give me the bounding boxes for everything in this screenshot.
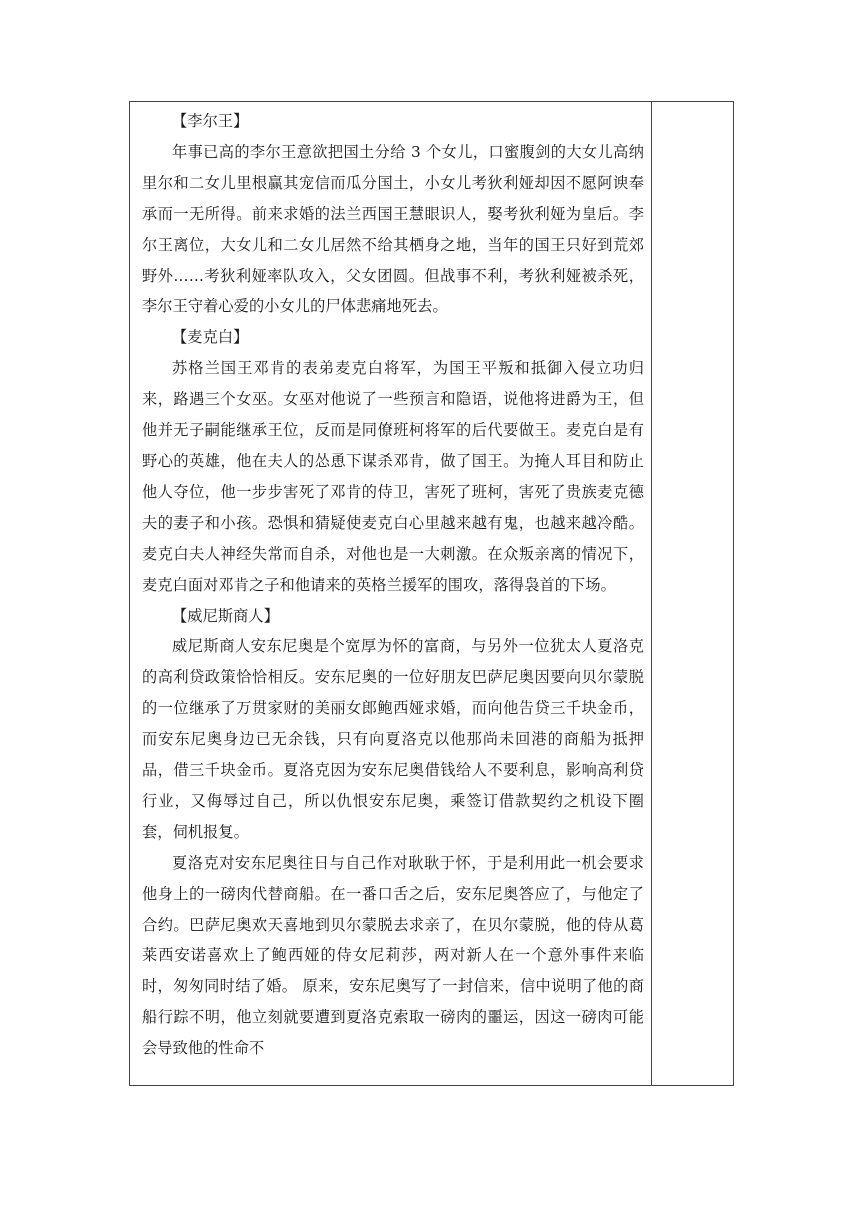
- paragraph-king-lear-summary: 年事已高的李尔王意欲把国土分给 3 个女儿，口蜜腹剑的大女儿高纳里尔和二女儿里根赢其宠信而瓜分国土，小女儿考狄利娅却因不愿阿谀奉承而一无所得。前来求婚的法兰西国王慧眼识人，娶考狄利娅为皇后。李尔王离位，大女儿和二女儿居然不给其栖身之地，当年的国王只好到荒郊野外……考狄利娅率队攻入，父女团圆。但战事不利，考狄利娅被杀死，李尔王守着心爱的小女儿的尸体悲痛地死去。: [142, 142, 644, 316]
- paragraph-merchant-summary-1: 威尼斯商人安东尼奥是个宽厚为怀的富商，与另外一位犹太人夏洛克的高利贷政策恰恰相反。安东尼奥的一位好朋友巴萨尼奥因要向贝尔蒙脱的一位继承了万贯家财的美丽女郎鲍西娅求婚，而向他告贷三千块金币，而安东尼奥身边已无余钱，只有向夏洛克以他那尚未回港的商船为抵押品，借三千块金币。夏洛克因为安东尼奥借钱给人不要利息，影响高利贷行业，又侮辱过自己，所以仇恨安东尼奥，乘签订借款契约之机设下圈套，伺机报复。: [142, 637, 644, 841]
- empty-side-cell: [652, 102, 734, 1085]
- section-heading-merchant-of-venice: 【威尼斯商人】: [172, 606, 280, 625]
- paragraph-macbeth-summary: 苏格兰国王邓肯的表弟麦克白将军，为国王平叛和抵御入侵立功归来，路遇三个女巫。女巫对他说了一些预言和隐语，说他将进爵为王，但他并无子嗣能继承王位，反而是同僚班柯将军的后代要做王。麦克白是有野心的英雄，他在夫人的怂恿下谋杀邓肯，做了国王。为掩人耳目和防止他人夺位，他一步步害死了邓肯的侍卫，害死了班柯，害死了贵族麦克德夫的妻子和小孩。恐惧和猜疑使麦克白心里越来越有鬼，也越来越冷酷。麦克白夫人神经失常而自杀，对他也是一大刺激。在众叛亲离的情况下，麦克白面对邓肯之子和他请来的英格兰援军的围攻，落得袅首的下场。: [142, 359, 644, 594]
- document-table: [129, 101, 734, 1086]
- section-heading-king-lear: 【李尔王】: [172, 112, 249, 130]
- paragraph-merchant-summary-2: 夏洛克对安东尼奥往日与自己作对耿耿于怀，于是利用此一机会要求他身上的一磅肉代替商船。在一番口舌之后，安东尼奥答应了，与他定了合约。巴萨尼奥欢天喜地到贝尔蒙脱去求亲了，在贝尔蒙脱，他的侍从葛莱西安诺喜欢上了鲍西娅的侍女尼莉莎，两对新人在一个意外事件来临时，匆匆同时结了婚。 原来，安东尼奥写了一封信来，信中说明了他的商船行踪不明，他立刻就要遭到夏洛克索取一磅肉的噩运，因这一磅肉可能会导致他的性命不: [142, 853, 644, 1058]
- section-heading-macbeth: 【麦克白】: [172, 328, 249, 347]
- content-cell: [142, 106, 644, 1064]
